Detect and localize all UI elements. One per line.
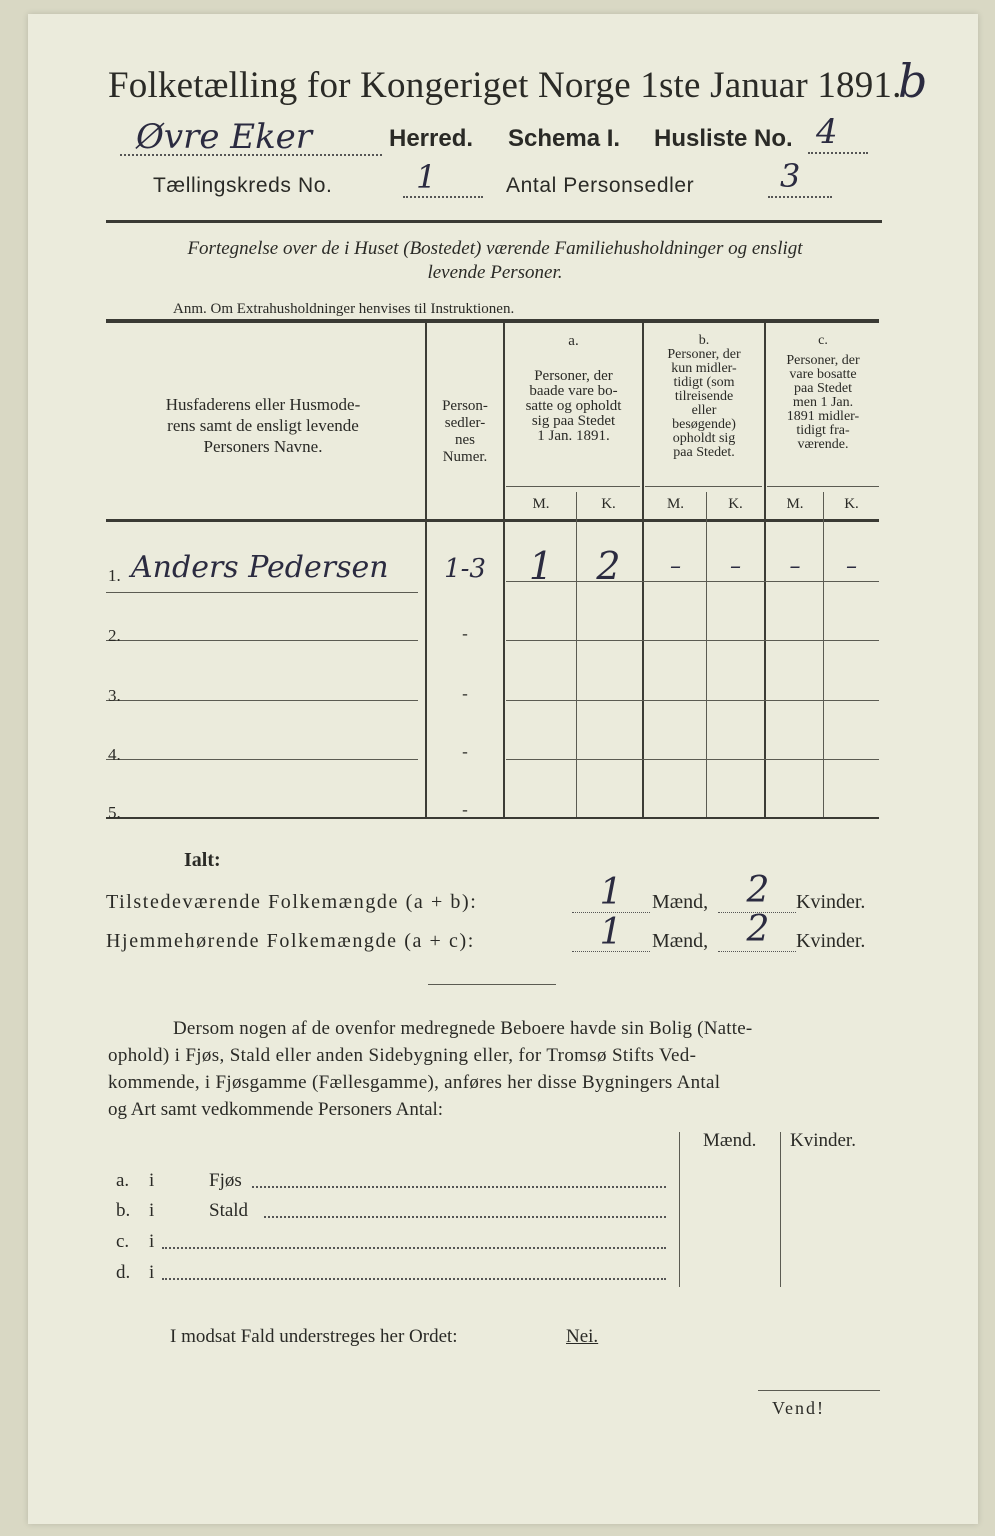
numer-cell: 1-3 [444, 554, 486, 584]
kreds-number: 1 [416, 158, 437, 196]
row-number: 2. [108, 626, 121, 645]
buildings-para-line-3: kommende, i Fjøsgamme (Fællesgamme), anføres her disse Bygningers Antal [108, 1072, 721, 1093]
section-divider [428, 984, 556, 985]
buildings-para-line-1: Dersom nogen af de ovenfor medregnede Beboere havde sin Bolig (Natte- [173, 1018, 753, 1039]
herred-name: Øvre Eker [136, 117, 313, 157]
header-divider [106, 220, 882, 223]
antal-number: 3 [780, 157, 801, 195]
herred-label: Herred. [389, 125, 474, 152]
building-row-i: i [149, 1170, 155, 1191]
b-k-label: K. [728, 496, 743, 512]
anm-note: Anm. Om Extrahusholdninger henvises til Instruktionen. [173, 301, 515, 317]
header-col-c: c. Personer, der vare bosatte paa Stedet men 1 Jan. 1891 midler- tidigt fra- værende. [786, 333, 860, 452]
row-number: 1. [108, 566, 121, 585]
intro-line-2: levende Personer. [427, 262, 563, 283]
b-m-label: M. [666, 496, 685, 512]
building-row-letter: d. [116, 1262, 131, 1283]
tilstede-label: Tilstedeværende Folkemængde (a + b): [106, 891, 478, 913]
header-numer: Person- sedler- nes Numer. [442, 398, 488, 465]
building-row-i: i [149, 1262, 155, 1283]
vend-rule [758, 1390, 880, 1391]
corner-mark: b [898, 54, 928, 108]
tilstede-kvinder-value: 2 [746, 870, 770, 911]
hjemme-kvinder-value: 2 [746, 909, 770, 950]
kreds-label: Tællingskreds No. [153, 174, 333, 197]
husliste-number: 4 [816, 112, 838, 152]
a-k-label: K. [601, 496, 616, 512]
tilstede-kvinder-label: Kvinder. [796, 891, 866, 913]
numer-cell: - [462, 742, 468, 761]
c-m-label: M. [786, 496, 804, 512]
building-row-i: i [149, 1200, 155, 1221]
building-row-label: Stald [209, 1200, 249, 1221]
buildings-kvinder-head: Kvinder. [790, 1130, 856, 1151]
intro-line-1: Fortegnelse over de i Huset (Bostedet) værende Familiehusholdninger og ensligt [187, 238, 803, 259]
b-k-cell: – [730, 554, 741, 579]
form-title: Folketælling for Kongeriget Norge 1ste Januar 1891. [108, 65, 902, 106]
hjemme-maend-value: 1 [599, 912, 623, 953]
building-row-label: Fjøs [209, 1170, 242, 1191]
building-row-letter: b. [116, 1200, 131, 1221]
numer-cell: - [462, 624, 468, 643]
numer-cell: - [462, 684, 468, 703]
tilstede-maend-label: Mænd, [652, 891, 709, 913]
buildings-para-line-2: ophold) i Fjøs, Stald eller anden Sidebygning eller, for Tromsø Stifts Ved- [108, 1045, 697, 1066]
row-number: 4. [108, 745, 121, 764]
a-m-cell: 1 [528, 544, 554, 588]
person-name: Anders Pedersen [131, 550, 389, 585]
schema-label: Schema I. [508, 125, 621, 152]
census-form-page [28, 14, 978, 1524]
numer-cell: - [462, 800, 468, 819]
row-number: 5. [108, 803, 121, 822]
b-m-cell: – [670, 554, 681, 579]
building-row-letter: a. [116, 1170, 130, 1191]
c-k-label: K. [844, 496, 859, 512]
a-k-cell: 2 [596, 544, 621, 588]
hjemme-kvinder-label: Kvinder. [796, 930, 866, 952]
header-names: Husfaderens eller Husmode- rens samt de ensligt levende Personers Navne. [165, 395, 361, 456]
building-row-i: i [149, 1231, 155, 1252]
vend-label: Vend! [772, 1398, 825, 1418]
modsat-text: I modsat Fald understreges her Ordet: [170, 1326, 458, 1347]
a-m-label: M. [532, 496, 550, 512]
c-k-cell: – [846, 554, 857, 579]
hjemme-label: Hjemmehørende Folkemængde (a + c): [106, 930, 475, 952]
nei-word: Nei. [566, 1326, 599, 1347]
tilstede-maend-value: 1 [599, 872, 623, 913]
antal-label: Antal Personsedler [506, 174, 695, 197]
c-m-cell: – [789, 554, 801, 579]
header-col-b: b. Personer, der kun midler- tidigt (som tilreisende eller besøgende) opholdt sig paa Stedet. [667, 333, 741, 460]
row-number: 3. [108, 686, 121, 705]
husliste-label: Husliste No. [654, 125, 793, 152]
buildings-para-line-4: og Art samt vedkommende Personers Antal: [108, 1099, 444, 1120]
hjemme-maend-label: Mænd, [652, 930, 709, 952]
buildings-maend-head: Mænd. [703, 1130, 757, 1151]
header-col-a: a. Personer, der baade vare bo- satte og opholdt sig paa Stedet 1 Jan. 1891. [525, 333, 622, 444]
building-row-letter: c. [116, 1231, 130, 1252]
ialt-label: Ialt: [184, 849, 221, 871]
